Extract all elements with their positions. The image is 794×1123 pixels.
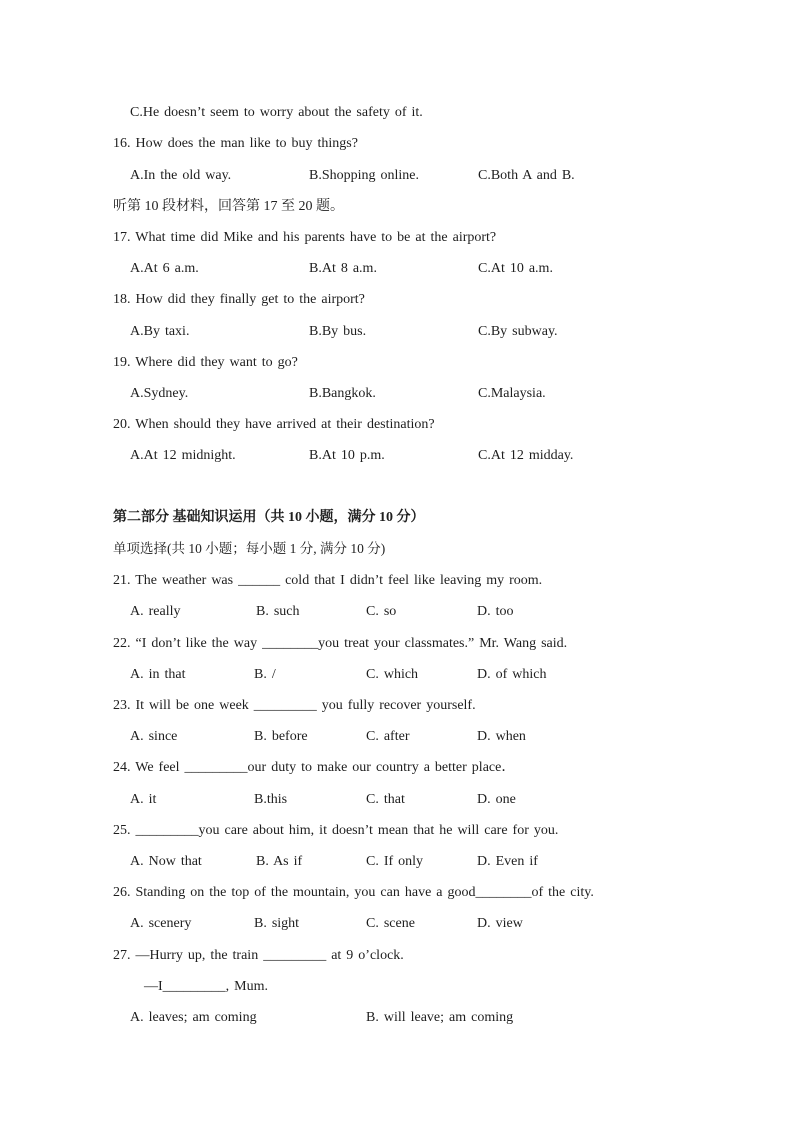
part2-heading: 第二部分 基础知识运用（共 10 小题，满分 10 分） (113, 510, 425, 525)
q25-option-b: B. As if (256, 854, 303, 869)
q18-option-a: A.By taxi. (130, 324, 190, 339)
q26-option-d: D. view (477, 916, 523, 931)
q21-option-d: D. too (477, 604, 514, 619)
q19-stem-row (0, 354, 794, 372)
q19-options-row (0, 385, 794, 403)
q25-options-row (0, 853, 794, 871)
q25-option-d: D. Even if (477, 854, 538, 869)
q22-option-c: C. which (366, 667, 419, 682)
q27-reply-row (0, 978, 794, 996)
q25-option-c: C. If only (366, 854, 424, 869)
q26-options-row (0, 915, 794, 933)
q15-option-c: C.He doesn’t seem to worry about the safety of it. (130, 105, 423, 120)
q23-options-row (0, 728, 794, 746)
listening-section-instruction-row (0, 198, 794, 216)
q26-option-c: C. scene (366, 916, 415, 931)
q23-stem-row (0, 697, 794, 715)
q20-option-a: A.At 12 midnight. (130, 448, 236, 463)
listening-section-instruction: 听第 10 段材料，回答第 17 至 20 题。 (113, 199, 344, 214)
q25-stem-row (0, 822, 794, 840)
q18-options-row (0, 323, 794, 341)
q18-stem: 18. How did they finally get to the airport? (113, 292, 365, 307)
q27-reply: —I_________, Mum. (144, 979, 268, 994)
q17-option-c: C.At 10 a.m. (478, 261, 553, 276)
q20-option-b: B.At 10 p.m. (309, 448, 385, 463)
q17-options-row (0, 260, 794, 278)
q20-stem-row (0, 416, 794, 434)
q23-stem: 23. It will be one week _________ you fully recover yourself. (113, 698, 476, 713)
q27-stem: 27. —Hurry up, the train _________ at 9 o’clock. (113, 948, 404, 963)
q18-stem-row (0, 291, 794, 309)
q22-stem-row (0, 635, 794, 653)
q26-stem: 26. Standing on the top of the mountain, you can have a good________of the city. (113, 885, 594, 900)
q25-option-a: A. Now that (130, 854, 202, 869)
q24-option-a: A. it (130, 792, 157, 807)
q17-option-a: A.At 6 a.m. (130, 261, 199, 276)
q27-stem-row (0, 947, 794, 965)
q23-option-b: B. before (254, 729, 308, 744)
q20-options-row (0, 447, 794, 465)
q24-stem-row (0, 759, 794, 777)
q27-option-a: A. leaves; am coming (130, 1010, 257, 1025)
q25-stem: 25. _________you care about him, it doesn’t mean that he will care for you. (113, 823, 559, 838)
q27-options-row (0, 1009, 794, 1027)
q19-option-b: B.Bangkok. (309, 386, 376, 401)
q19-stem: 19. Where did they want to go? (113, 355, 298, 370)
part2-heading-row (0, 509, 794, 527)
q21-option-b: B. such (256, 604, 300, 619)
q21-options-row (0, 603, 794, 621)
q20-stem: 20. When should they have arrived at their destination? (113, 417, 435, 432)
q17-stem-row (0, 229, 794, 247)
q16-options-row (0, 167, 794, 185)
q18-option-c: C.By subway. (478, 324, 558, 339)
q23-option-c: C. after (366, 729, 410, 744)
q24-options-row (0, 791, 794, 809)
q19-option-a: A.Sydney. (130, 386, 189, 401)
q15-option-row (0, 104, 794, 122)
q27-option-b: B. will leave; am coming (366, 1010, 514, 1025)
q24-option-d: D. one (477, 792, 516, 807)
q18-option-b: B.By bus. (309, 324, 367, 339)
q19-option-c: C.Malaysia. (478, 386, 546, 401)
q22-options-row (0, 666, 794, 684)
q16-option-b: B.Shopping online. (309, 168, 420, 183)
q24-stem: 24. We feel _________our duty to make our country a better place． (113, 760, 516, 775)
q16-option-c: C.Both A and B. (478, 168, 575, 183)
q16-option-a: A.In the old way. (130, 168, 232, 183)
q22-stem: 22. “I don’t like the way ________you treat your classmates.” Mr. Wang said. (113, 636, 568, 651)
q22-option-a: A. in that (130, 667, 186, 682)
q21-stem-row (0, 572, 794, 590)
part2-instruction: 单项选择(共 10 小题；每小题 1 分, 满分 10 分) (113, 541, 386, 556)
q21-option-c: C. so (366, 604, 397, 619)
q26-stem-row (0, 884, 794, 902)
q21-stem: 21. The weather was ______ cold that I didn’t feel like leaving my room. (113, 573, 543, 588)
part2-instruction-row (0, 540, 794, 558)
q20-option-c: C.At 12 midday. (478, 448, 574, 463)
q24-option-b: B.this (254, 792, 288, 807)
q24-option-c: C. that (366, 792, 405, 807)
q17-option-b: B.At 8 a.m. (309, 261, 377, 276)
q23-option-a: A. since (130, 729, 178, 744)
q17-stem: 17. What time did Mike and his parents have to be at the airport? (113, 230, 497, 245)
q22-option-b: B. / (254, 667, 276, 682)
q23-option-d: D. when (477, 729, 526, 744)
q16-stem-row (0, 135, 794, 153)
q22-option-d: D. of which (477, 667, 547, 682)
q16-stem: 16. How does the man like to buy things? (113, 136, 358, 151)
q21-option-a: A. really (130, 604, 181, 619)
q26-option-a: A. scenery (130, 916, 192, 931)
q26-option-b: B. sight (254, 916, 300, 931)
